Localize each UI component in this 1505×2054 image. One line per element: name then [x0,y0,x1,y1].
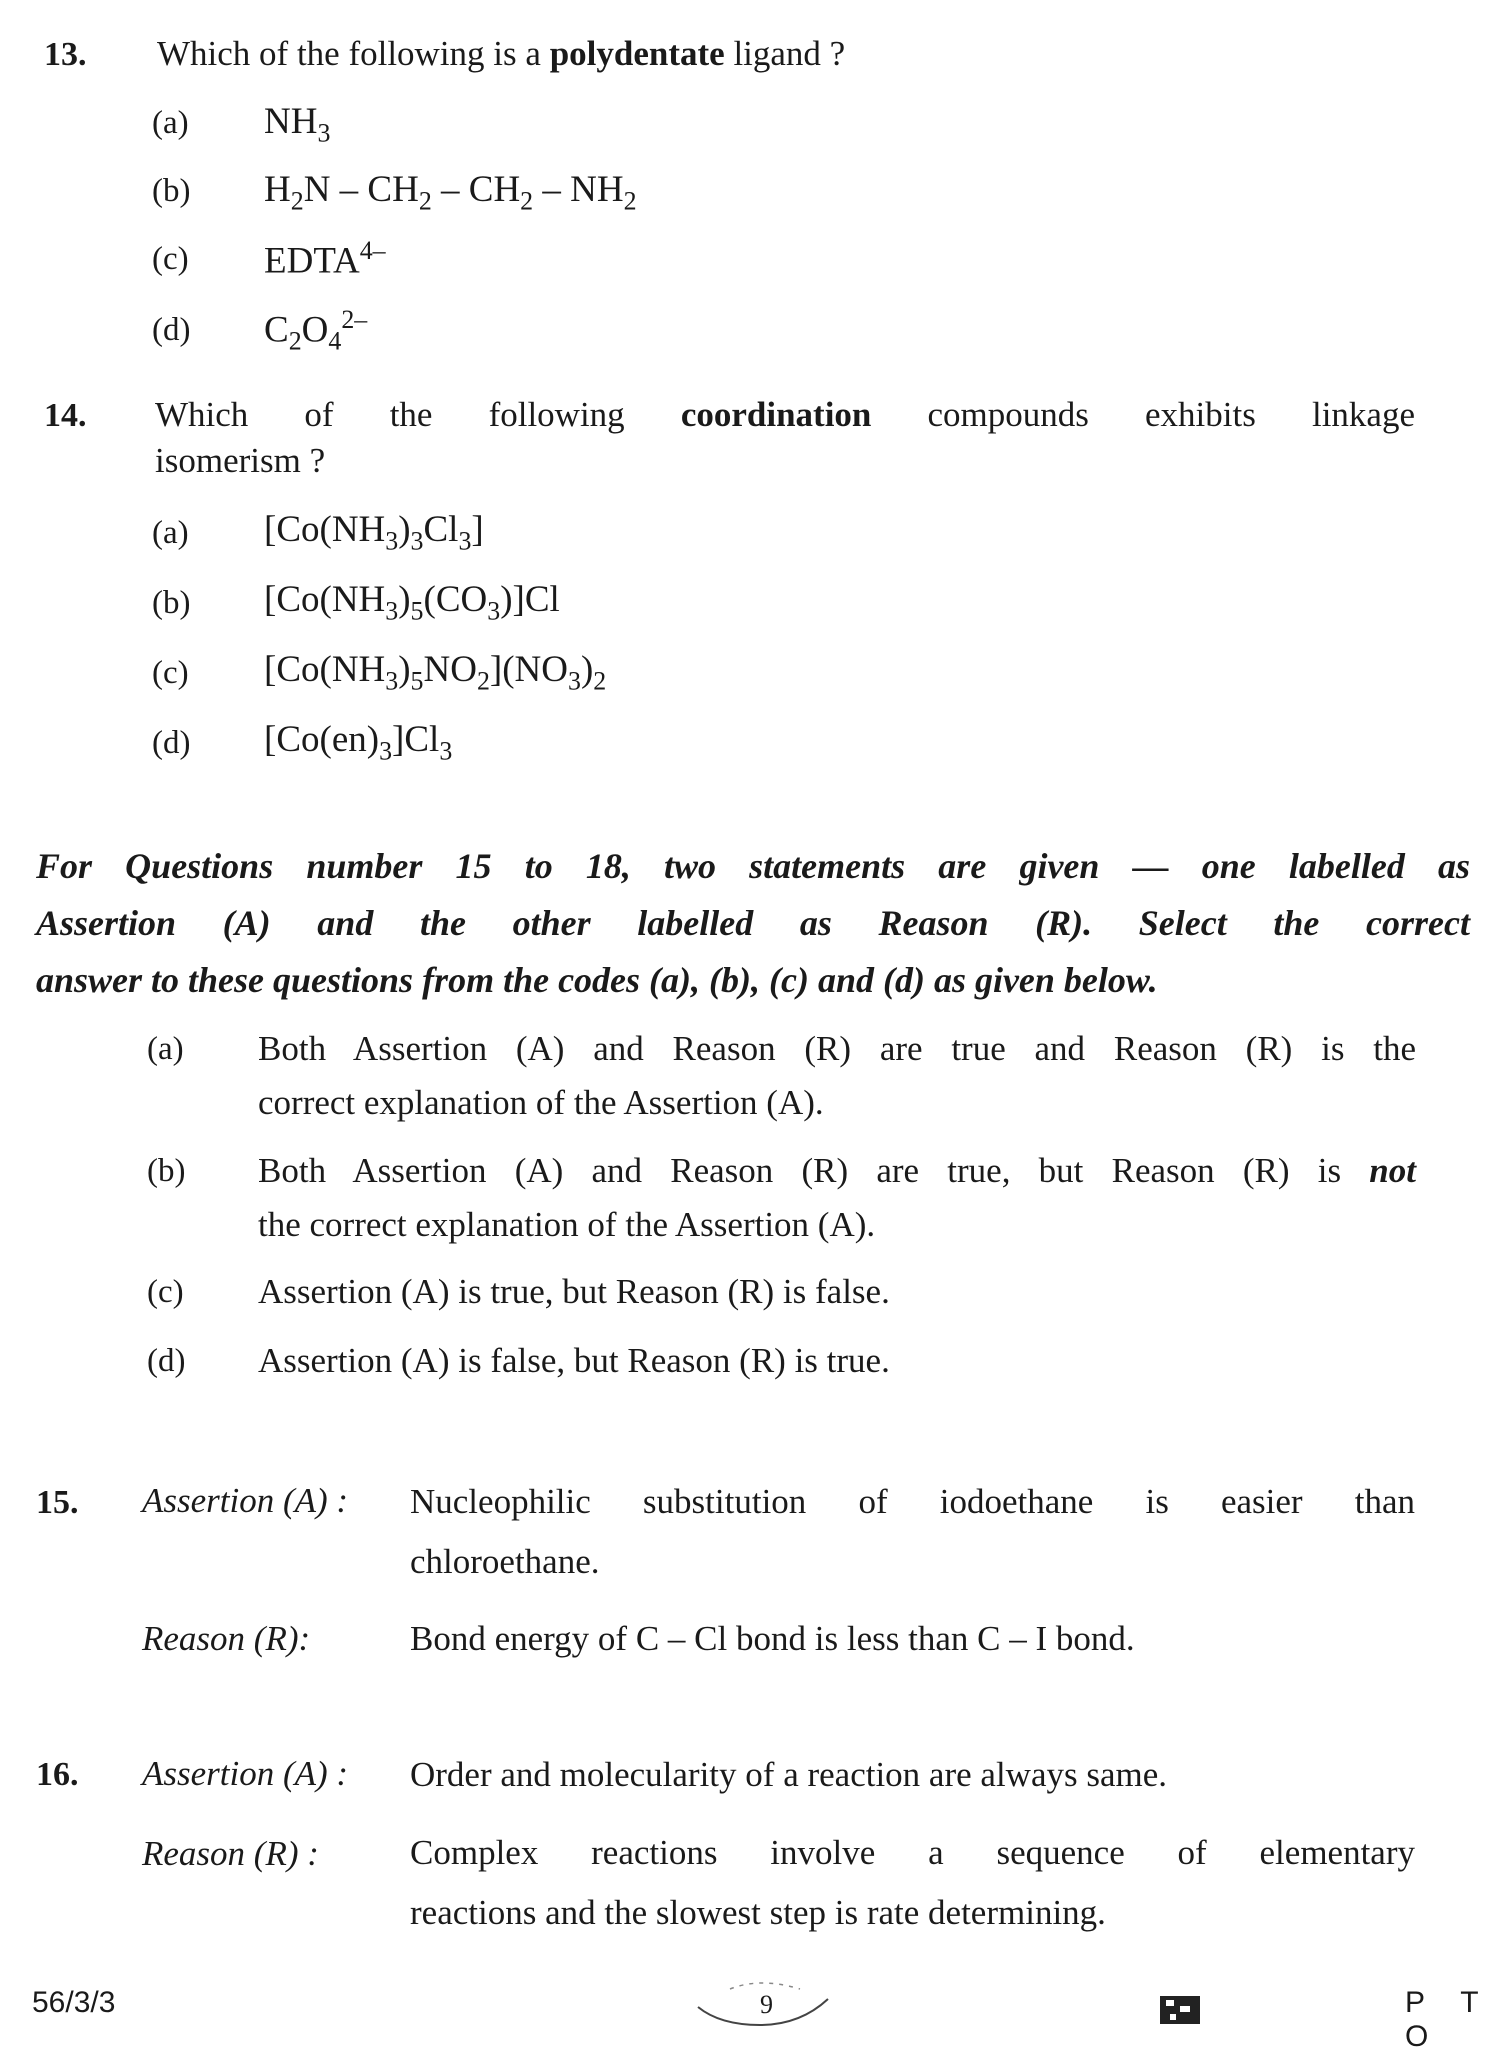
code-b-line1-pre: Both Assertion (A) and Reason (R) are true, but Reason (R) is [258,1151,1370,1190]
q15-assertion-line2: chloroethane. [410,1542,600,1581]
q13-text-bold: polydentate [549,34,725,73]
q13-option-c-label: (c) [152,241,189,277]
code-b-label: (b) [147,1153,186,1189]
q14-option-d: $[Co(en)_3]Cl_3$ [264,719,453,766]
q14-option-b: $[Co(NH_3)_5(CO_3)]Cl$ [264,579,560,626]
code-d-text: Assertion (A) is false, but Reason (R) is true. [258,1341,890,1380]
q13-option-d: $C_2O_4^{2-}$ [264,305,368,356]
code-a-label: (a) [147,1031,184,1067]
instructions-line-3: answer to these questions from the codes (a), (b), (c) and (d) as given below. [36,960,1158,1000]
q13-option-a-label: (a) [152,105,189,141]
q13-text-pre: Which of the following is a [157,34,550,73]
assertion-reason-instructions [36,838,1470,1009]
paper-code: 56/3/3 [32,1986,116,2019]
code-b-line1 [258,1148,1416,1194]
code-d-label: (d) [147,1343,186,1379]
q16-assertion-label: Assertion (A) : [142,1754,349,1793]
q15-number: 15. [36,1484,79,1521]
q16-reason-line2: reactions and the slowest step is rate determining. [410,1893,1106,1932]
q13-option-a: $NH_3$ [264,101,331,148]
page-number: 9 [760,1990,773,2019]
instructions-line-2: Assertion (A) and the other labelled as Reason (R). Select the correct [36,903,1470,943]
q14-line1-post: compounds exhibits linkage [871,395,1415,434]
q14-question-line2: isomerism ? [155,441,326,480]
q14-option-c-label: (c) [152,655,189,691]
q14-option-a-label: (a) [152,515,189,551]
code-b-not: not [1369,1151,1416,1190]
q16-reason-line1: Complex reactions involve a sequence of elementary [410,1833,1415,1872]
q16-number: 16. [36,1756,79,1793]
q14-line1-pre: Which of the following [155,395,681,434]
q13-text-post: ligand ? [724,34,846,73]
q16-assertion-text: Order and molecularity of a reaction are always same. [410,1755,1168,1794]
q14-option-a: $[Co(NH_3)_3Cl_3]$ [264,509,484,556]
instructions-line-1: For Questions number 15 to 18, two statements are given — one labelled as [36,846,1470,886]
q14-option-d-label: (d) [152,725,191,761]
q13-number: 13. [44,36,87,73]
q14-option-c: $[Co(NH_3)_5NO_2](NO_3)_2$ [264,649,607,696]
code-a-line1: Both Assertion (A) and Reason (R) are true and Reason (R) is the [258,1029,1416,1068]
q15-reason-label: Reason (R): [142,1619,311,1658]
q14-question-line1 [155,392,1415,438]
code-c-label: (c) [147,1274,184,1310]
q15-reason-text: Bond energy of C – Cl bond is less than C – I bond. [410,1619,1135,1658]
q13-option-b: $H_2N - CH_2 - CH_2 - NH_2$ [264,169,637,216]
q13-option-c: $EDTA^{4-}$ [264,236,386,282]
q13-option-d-label: (d) [152,312,191,348]
q14-number: 14. [44,397,87,434]
q13-option-b-label: (b) [152,173,191,209]
q16-reason-label: Reason (R) : [142,1834,319,1873]
q14-line1-bold: coordination [680,395,872,434]
code-b-line2: the correct explanation of the Assertion (A). [258,1205,876,1244]
q14-option-b-label: (b) [152,585,191,621]
code-a-line2: correct explanation of the Assertion (A). [258,1083,824,1122]
please-turn-over: P T O [1405,1986,1493,2053]
q15-assertion-text: Nucleophilic substitution of iodoethane is easier than [410,1482,1415,1521]
code-c-text: Assertion (A) is true, but Reason (R) is false. [258,1272,890,1311]
scan-mark-icon [1156,1990,1208,2030]
q15-assertion-line1 [410,1472,1415,1532]
q15-assertion-label: Assertion (A) : [142,1481,349,1520]
q13-question [157,31,845,77]
